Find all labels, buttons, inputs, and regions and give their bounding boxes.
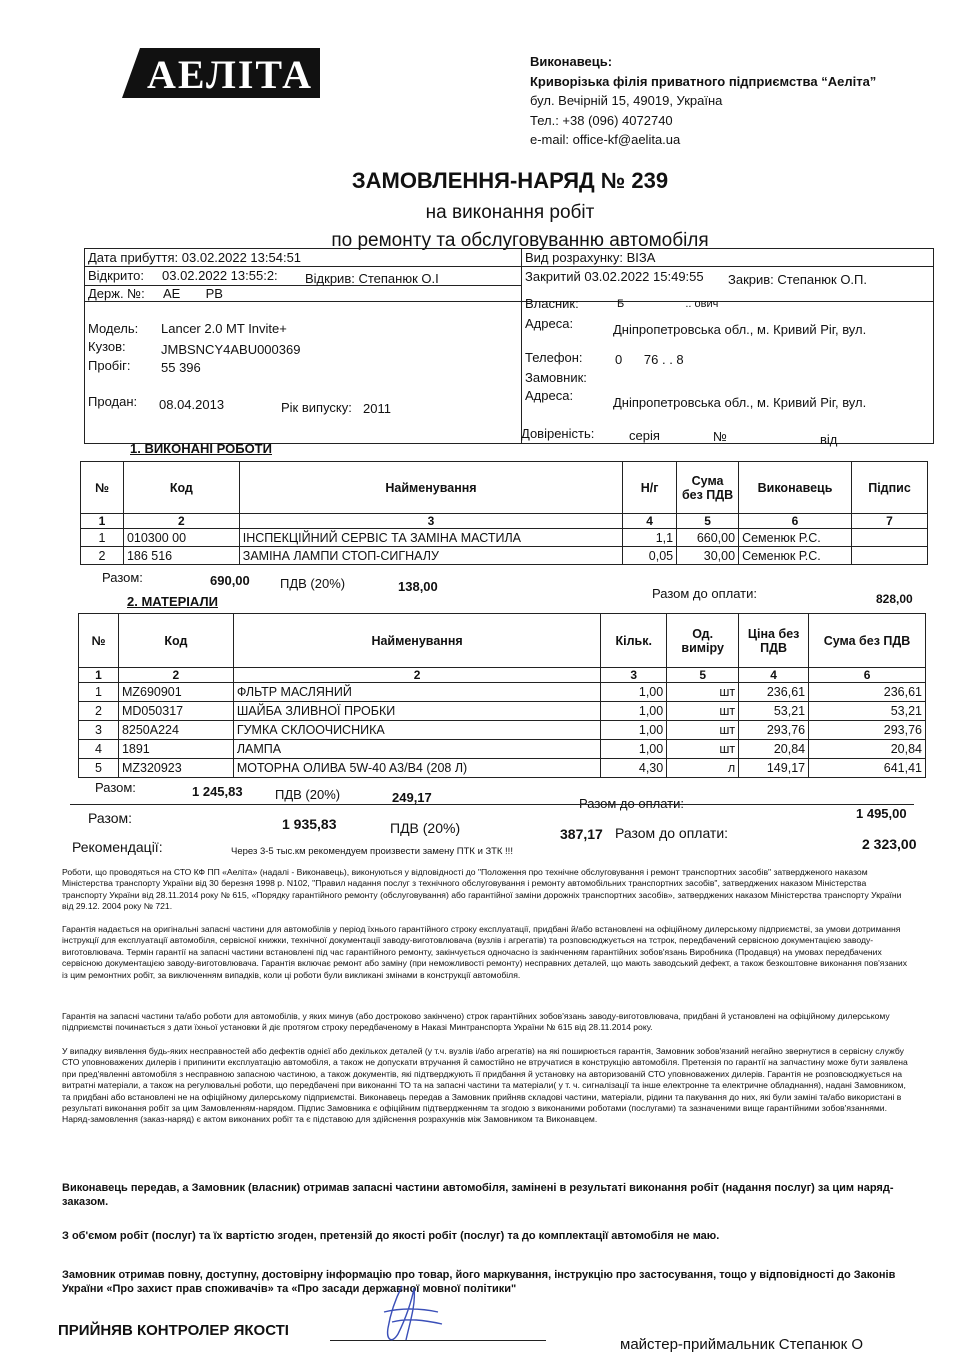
- proxy-number: №: [713, 429, 727, 444]
- terms-paragraph-3: Гарантія на запасні частини та/або роботи для автомобілів, у яких минув (або достроково закінчено) строк гарантійних зобов'язань заводу-виготовлювача, придбані й установлені на офіційному дилерському підприємстві починається з дати їхньої установки й діє протягом строку передбаченому в Наказі Минтранспорта України № 615 від 28.11.2014 року.: [62, 1011, 890, 1033]
- row-no: 2: [81, 547, 124, 565]
- row-code: MZ320923: [118, 759, 233, 778]
- row-unit: шт: [667, 740, 739, 759]
- opened-by: Відкрив: Степанюк О.І: [305, 271, 439, 286]
- terms-paragraph-2: Гарантія надається на оригінальні запасні частини для автомобілів у період їхнього гарантійного строку експлуатації, придбані й/або встановлені на офіційному дилерському підприємстві, за умови дотримання інструкції для експлуатації автомобіля, сервісної книжки, технічної документації заводу-виготовлювача (вузлів і агрегатів) та розповсюджується на тстрок, передбачений сервісною документацією заводу-виготовлювача. Термін гарантії на запасні частини встановлені під час гарантійного ремонту, закінчується одночасно із закінченням гарантійних зобов'язань Виробника (Продавця) на умовах передбачених сервісною документацією заводу-виготовлювача. Гарантія включає ремонт або заміну (при неможливості ремонту) несправних деталей, що мають заводський дефект, а також безкоштовне виконання пов'язаних із цим ремонтних робіт, за виключенням випадків, коли ці роботи були викликані змінами в конструкції автомобіля.: [62, 924, 908, 980]
- recommendations-label: Рекомендації:: [72, 839, 163, 855]
- row-no: 2: [79, 702, 119, 721]
- sold-value: 08.04.2013: [159, 397, 225, 412]
- works-header-row: [81, 462, 928, 514]
- address-label: Адреса:: [525, 316, 574, 331]
- works-colnum-row: [81, 514, 928, 529]
- row-price: 149,17: [739, 759, 809, 778]
- row-code: MD050317: [118, 702, 233, 721]
- row-no: 1: [81, 529, 124, 547]
- colnum: 1: [79, 668, 119, 683]
- model-label: Модель:: [88, 321, 139, 336]
- materials-due: 1 495,00: [856, 806, 907, 821]
- table-row: [79, 740, 926, 759]
- owner-value: Б .. ович: [617, 298, 719, 310]
- row-no: 3: [79, 721, 119, 740]
- materials-header-row: [79, 614, 926, 668]
- body-value: JMBSNCY4ABU000369: [161, 342, 301, 357]
- phone-label: Телефон:: [525, 350, 583, 365]
- year-value: 2011: [363, 401, 391, 416]
- materials-table: [78, 613, 926, 778]
- row-price: 236,61: [739, 683, 809, 702]
- row-unit: шт: [667, 702, 739, 721]
- contractor-email: e-mail: office-kf@aelita.ua: [530, 132, 681, 147]
- col-no: №: [79, 614, 119, 668]
- row-name: ШАЙБА ЗЛИВНОЇ ПРОБКИ: [233, 702, 600, 721]
- row-code: MZ690901: [118, 683, 233, 702]
- colnum: 6: [739, 514, 852, 529]
- colnum: 1: [81, 514, 124, 529]
- row-price: 53,21: [739, 702, 809, 721]
- colnum: 2: [123, 514, 239, 529]
- row-name: ЛАМПА: [233, 740, 600, 759]
- proxy-series: серія: [629, 428, 660, 443]
- row-qty: 1,00: [601, 702, 667, 721]
- row-hours: 1,1: [623, 529, 677, 547]
- col-sum: Сума без ПДВ: [809, 614, 926, 668]
- materials-total: 1 245,83: [192, 784, 243, 799]
- col-unit: Од. виміру: [667, 614, 739, 668]
- row-signature: [851, 547, 927, 565]
- row-name: ФЛЬТР МАСЛЯНИЙ: [233, 683, 600, 702]
- row-code: 1891: [118, 740, 233, 759]
- customer-address-label: Адреса:: [525, 388, 574, 403]
- colnum: 2: [233, 668, 600, 683]
- grand-vat: 387,17: [560, 826, 603, 842]
- terms-bold-3: Замовник отримав повну, доступну, достовірну інформацію про товар, його маркування, інструкцію про застосування, тощо у відповідності до Законів України «Про захист прав споживачів» та «Про засади державної мовної політики": [62, 1269, 896, 1295]
- document-subtitle-2: по ремонту та обслуговуванню автомобіля: [331, 230, 709, 251]
- materials-vat-label: ПДВ (20%): [275, 787, 341, 802]
- materials-colnum-row: [79, 668, 926, 683]
- opened-label: Відкрито:: [88, 268, 144, 283]
- closed-date: Закритий 03.02.2022 15:49:55: [525, 269, 704, 284]
- col-no: №: [81, 462, 124, 514]
- col-qty: Кільк.: [601, 614, 667, 668]
- opened-date: 03.02.2022 13:55:2:: [162, 268, 278, 283]
- works-vat-label: ПДВ (20%): [280, 576, 346, 591]
- table-row: [81, 547, 928, 565]
- row-sum: 30,00: [677, 547, 739, 565]
- materials-vat: 249,17: [392, 790, 432, 805]
- mileage-value: 55 396: [161, 360, 201, 375]
- grand-due: 2 323,00: [862, 836, 917, 852]
- col-code: Код: [123, 462, 239, 514]
- row-no: 1: [79, 683, 119, 702]
- materials-due-label: Разом до оплати:: [579, 796, 684, 811]
- payment-type: Вид розрахунку: ВІЗА: [525, 250, 656, 265]
- terms-bold-2: З об'ємом робіт (послуг) та їх вартістю згоден, претензій до якості робіт (послуг) та до комплектації автомобіля не маю.: [62, 1230, 720, 1242]
- closed-by: Закрив: Степанюк О.П.: [728, 272, 867, 287]
- mileage-label: Пробіг:: [88, 358, 131, 373]
- colnum: 4: [623, 514, 677, 529]
- row-code: 8250A224: [118, 721, 233, 740]
- owner-label: Власник:: [525, 296, 579, 311]
- works-total: 690,00: [210, 573, 250, 588]
- terms-paragraph-1: Роботи, що проводяться на СТО КФ ПП «Аеліта» (надалі - Виконавець), виконуються у відповідності до "Положення про технічне обслуговування і ремонт транспортних засобів" затвердженого наказом Міністерства транспорту України від 30 березня 1998 р. N102, "Правил надання послуг з технічного обслуговування і ремонту автомобільних транспортних засобів", затверджених наказом Міністерства транспорту України від 28.11.2014 року № 615, «Порядку гарантійного ремонту (обслуговування) або гарантійної заміни дорожніх транспортних засобів», затверджених наказом Міністерства транспорту України від 29.12. 2004 року № 721.: [62, 867, 902, 912]
- grand-vat-label: ПДВ (20%): [390, 820, 461, 836]
- materials-divider: [70, 804, 914, 805]
- terms-paragraph-4: У випадку виявлення будь-яких несправностей або дефектів однієї або декількох деталей (у т.ч. вузлів і/або агрегатів) на які поширюється гарантія, Замовник зобов'язаний негайно звернутися в сервісну службу СТО уповноважених дилерів і припинити експлуатацію автомобіля, а також не допускати втручання й самостійно не втручатися в конструкцію автомобіля. Претензія по гарантії на запчастину може бути заявлена при пред'явленні автомобіля з несправною запасною частиною, а також документів, які підтверджують її придбання й установку на авторизованій СТО уповноважених дилерів. Гарантія не розповсюджується на витратні матеріали, а також на регулювальні роботи, що передбачені при виконанні ТО та на запасні частини та матеріали( у т. ч. сигналізації та інше електронне та електричне обладнання), надані Замовником, та придбані або встановлені не на офіційному дилерському підприємстві. Виконавець передав а Замовник прийняв складові частини, матеріали, рідини та пакування до них, які були заміні та/або використані в результаті виконання робіт за цим Замовленням-нарядом. Підпис Замовника є офіційним підтвердженням та згодою з виконаними роботами (послугами) та зазначеними вище гарантійними зобов'язаннями. Наряд-замовлення (заказ-наряд) є актом виконаних робіт та є підставою для здійснення розрахунків між Замовником та Виконавцем.: [62, 1046, 908, 1125]
- company-logo: [122, 48, 320, 100]
- row-qty: 1,00: [601, 683, 667, 702]
- terms-bold-1: Виконавець передав, а Замовник (власник) отримав запасні частини автомобіля, замінені в результаті виконання робіт (надання послуг) за цим наряд-заказом.: [62, 1182, 894, 1208]
- materials-section-title: 2. МАТЕРІАЛИ: [127, 594, 218, 609]
- row-worker: Семенюк Р.С.: [739, 529, 852, 547]
- plate-number: АЕ РВ: [163, 286, 223, 301]
- works-due: 828,00: [876, 592, 913, 606]
- works-section-title: 1. ВИКОНАНІ РОБОТИ: [130, 441, 272, 456]
- row-qty: 4,30: [601, 759, 667, 778]
- plate-label: Держ. №:: [88, 286, 145, 301]
- grand-due-label: Разом до оплати:: [615, 825, 729, 841]
- contractor-phone: Тел.: +38 (096) 4072740: [530, 112, 673, 128]
- row-signature: [851, 529, 927, 547]
- row-name: ІНСПЕКЦІЙНИЙ СЕРВІС ТА ЗАМІНА МАСТИЛА: [239, 529, 622, 547]
- row-price: 293,76: [739, 721, 809, 740]
- contractor-label: Виконавець:: [530, 54, 613, 69]
- signature-scribble: [372, 1282, 456, 1348]
- works-total-label: Разом:: [102, 570, 143, 585]
- colnum: 7: [851, 514, 927, 529]
- sold-label: Продан:: [88, 394, 138, 409]
- order-header-box: [84, 248, 934, 447]
- contractor-address: бул. Вечірній 15, 49019, Україна: [530, 93, 723, 108]
- col-signature: Підпис: [851, 462, 927, 514]
- row-no: 4: [79, 740, 119, 759]
- row-qty: 1,00: [601, 740, 667, 759]
- table-row: [79, 759, 926, 778]
- table-row: [79, 721, 926, 740]
- row-sum: 293,76: [809, 721, 926, 740]
- contractor-name: Криворізька філія приватного підприємства “Аеліта”: [530, 73, 877, 89]
- row-unit: шт: [667, 721, 739, 740]
- year-label: Рік випуску:: [281, 400, 352, 415]
- model-value: Lancer 2.0 MT Invite+: [161, 321, 287, 336]
- row-qty: 1,00: [601, 721, 667, 740]
- contractor-info: [530, 52, 876, 150]
- row-code: 010300 00: [123, 529, 239, 547]
- address-value: Дніпропетровська обл., м. Кривий Ріг, вул.: [613, 322, 867, 337]
- row-unit: л: [667, 759, 739, 778]
- grand-total-label: Разом:: [88, 810, 133, 826]
- arrival-date: Дата прибуття: 03.02.2022 13:54:51: [88, 250, 302, 265]
- proxy-date: від: [820, 432, 838, 447]
- works-vat: 138,00: [398, 579, 438, 594]
- row-sum: 641,41: [809, 759, 926, 778]
- proxy-label: Довіреність:: [521, 426, 595, 441]
- recommendations-text: Через 3-5 тыс.км рекомендуем произвести замену ПТК и ЗТК !!!: [231, 846, 513, 857]
- row-sum: 53,21: [809, 702, 926, 721]
- phone-value: 0 76 . . 8: [615, 352, 684, 367]
- customer-label: Замовник:: [525, 370, 587, 385]
- colnum: 3: [239, 514, 622, 529]
- document-subtitle-1: на виконання робіт: [425, 202, 595, 223]
- qc-label: ПРИЙНЯВ КОНТРОЛЕР ЯКОСТІ: [58, 1322, 289, 1339]
- row-unit: шт: [667, 683, 739, 702]
- col-worker: Виконавець: [739, 462, 852, 514]
- table-row: [79, 702, 926, 721]
- col-code: Код: [118, 614, 233, 668]
- table-row: [79, 683, 926, 702]
- row-name: ЗАМІНА ЛАМПИ СТОП-СИГНАЛУ: [239, 547, 622, 565]
- colnum: 6: [809, 668, 926, 683]
- document-title: ЗАМОВЛЕННЯ-НАРЯД № 239: [351, 168, 669, 193]
- materials-total-label: Разом:: [95, 780, 136, 795]
- col-sum: Сума без ПДВ: [677, 462, 739, 514]
- row-no: 5: [79, 759, 119, 778]
- row-sum: 236,61: [809, 683, 926, 702]
- row-sum: 660,00: [677, 529, 739, 547]
- logo-text: АЕЛІТА: [147, 52, 313, 97]
- row-hours: 0,05: [623, 547, 677, 565]
- col-name: Найменування: [239, 462, 622, 514]
- colnum: 2: [118, 668, 233, 683]
- col-hours: Н/г: [623, 462, 677, 514]
- row-code: 186 516: [123, 547, 239, 565]
- row-price: 20,84: [739, 740, 809, 759]
- col-name: Найменування: [233, 614, 600, 668]
- works-table: [80, 461, 928, 565]
- customer-address-value: Дніпропетровська обл., м. Кривий Ріг, вул.: [613, 395, 867, 410]
- row-worker: Семенюк Р.С.: [739, 547, 852, 565]
- col-price: Ціна без ПДВ: [739, 614, 809, 668]
- row-sum: 20,84: [809, 740, 926, 759]
- colnum: 5: [667, 668, 739, 683]
- body-label: Кузов:: [88, 339, 126, 354]
- row-name: МОТОРНА ОЛИВА 5W-40 A3/B4 (208 Л): [233, 759, 600, 778]
- table-row: [81, 529, 928, 547]
- colnum: 4: [739, 668, 809, 683]
- works-due-label: Разом до оплати:: [652, 586, 757, 601]
- grand-total: 1 935,83: [282, 816, 337, 832]
- colnum: 3: [601, 668, 667, 683]
- row-name: ГУМКА СКЛООЧИСНИКА: [233, 721, 600, 740]
- colnum: 5: [677, 514, 739, 529]
- master-receiver: майстер-приймальник Степанюк О: [620, 1336, 864, 1353]
